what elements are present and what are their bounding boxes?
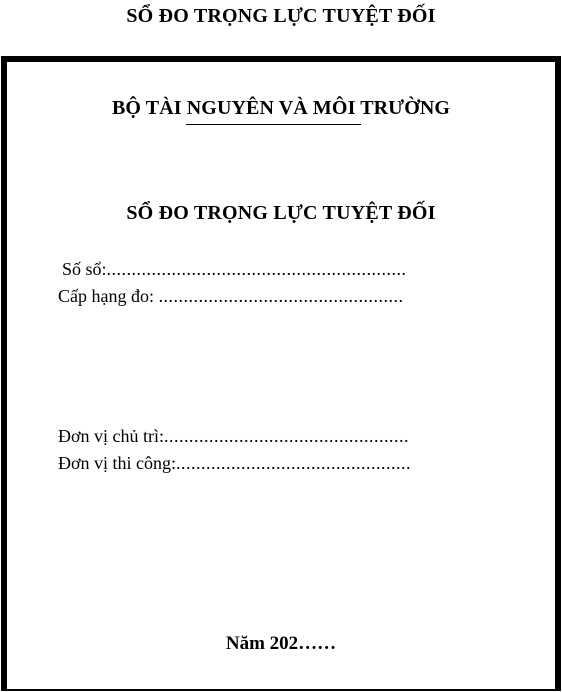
ministry-underline (186, 124, 361, 125)
book-title: SỔ ĐO TRỌNG LỰC TUYỆT ĐỐI (126, 202, 436, 224)
field-lead-unit-label: Đơn vị chủ trì: (58, 426, 165, 446)
field-book-number-label: Số sổ: (62, 259, 107, 279)
field-book-number-dots: ............................................................ (106, 259, 407, 279)
field-book-number (62, 258, 407, 280)
field-construction-unit (58, 452, 411, 474)
year-line: Năm 202…… (225, 633, 337, 654)
cover-frame (1, 56, 561, 691)
ministry-name: BỘ TÀI NGUYÊN VÀ MÔI TRƯỜNG (111, 97, 451, 119)
field-lead-unit-dots: ................................................. (164, 426, 410, 446)
field-survey-grade-label: Cấp hạng đo: (58, 286, 159, 306)
page-heading: SỔ ĐO TRỌNG LỰC TUYỆT ĐỐI (126, 5, 436, 27)
field-lead-unit (58, 425, 409, 447)
field-construction-unit-dots: ............................................... (176, 453, 412, 473)
field-survey-grade (58, 285, 404, 307)
field-survey-grade-dots: ................................................. (158, 286, 404, 306)
field-construction-unit-label: Đơn vị thi công: (58, 453, 177, 473)
